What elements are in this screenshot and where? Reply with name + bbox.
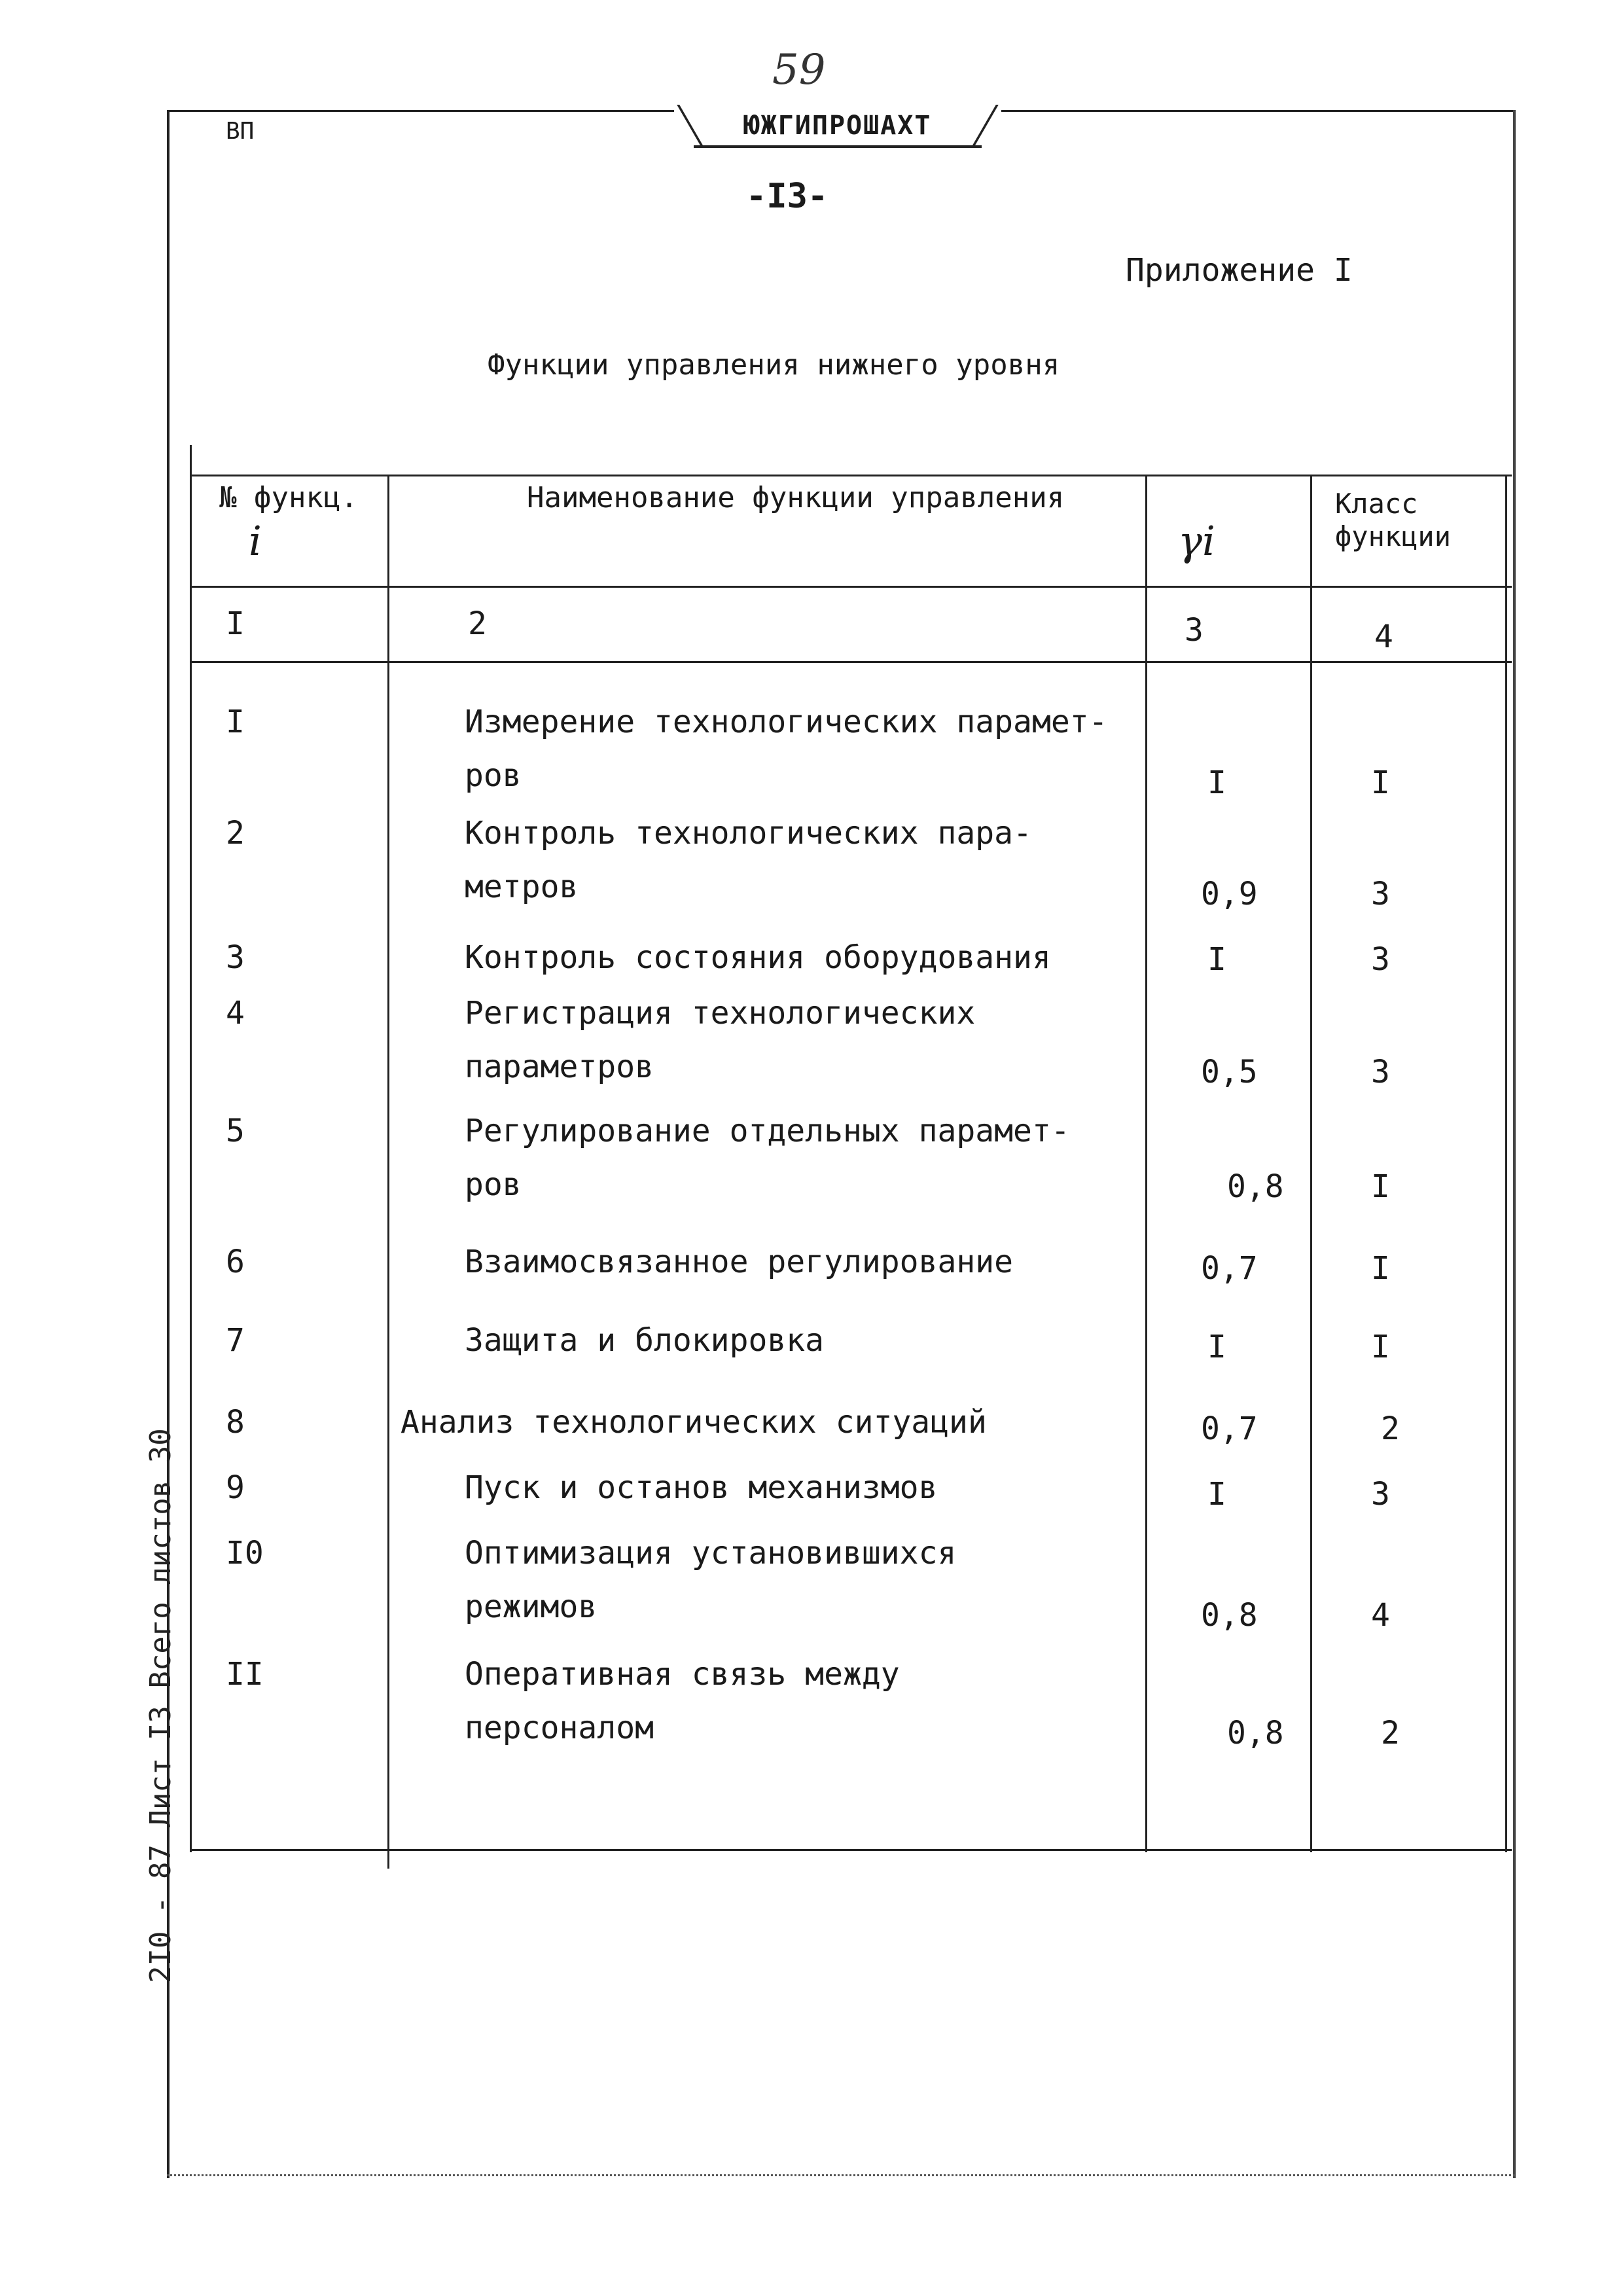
row-gamma-value: 0,8 — [1227, 1715, 1284, 1751]
row-gamma-value: I — [1207, 764, 1226, 801]
row-number: 8 — [226, 1404, 245, 1441]
col-number-3: 3 — [1185, 612, 1204, 649]
row-number: 4 — [226, 995, 245, 1031]
row-function-name: режимов — [465, 1588, 597, 1625]
row-function-name: Взаимосвязанное регулирование — [465, 1244, 1014, 1280]
row-function-name: Защита и блокировка — [465, 1322, 825, 1359]
row-gamma-value: 0,7 — [1201, 1410, 1258, 1447]
organization-stamp — [674, 105, 1001, 147]
col1-divider — [387, 475, 389, 1869]
row-function-name: Оперативная связь между — [465, 1656, 900, 1693]
row-number: 5 — [226, 1113, 245, 1149]
col2-divider — [1145, 475, 1147, 1852]
row-class-value: 3 — [1371, 1054, 1390, 1090]
row-gamma-value: 0,5 — [1201, 1054, 1258, 1090]
row-number: 9 — [226, 1469, 245, 1506]
row-function-name: Оптимизация установившихся — [465, 1535, 957, 1571]
row-class-value: 2 — [1381, 1715, 1400, 1751]
col-number-2: 2 — [468, 605, 487, 642]
row-function-name: ров — [465, 757, 522, 794]
table-left-line — [190, 445, 192, 1852]
row-function-name: метров — [465, 869, 579, 905]
table-right-line — [1505, 475, 1507, 1852]
row-number: 3 — [226, 939, 245, 976]
row-class-value: I — [1371, 764, 1390, 801]
row-class-value: 3 — [1371, 1476, 1390, 1513]
row-class-value: 3 — [1371, 876, 1390, 912]
header-function-name: Наименование функции управления — [527, 481, 1065, 514]
row-gamma-value: 0,7 — [1201, 1250, 1258, 1287]
header-function-number: № функц. — [219, 481, 358, 514]
row-class-value: 2 — [1381, 1410, 1400, 1447]
sheet-number: -I3- — [746, 177, 829, 216]
row-function-name: Измерение технологических парамет- — [465, 704, 1108, 740]
row-number: I0 — [226, 1535, 264, 1571]
row-gamma-value: 0,9 — [1201, 876, 1258, 912]
col-number-4: 4 — [1374, 619, 1393, 655]
row-gamma-value: I — [1207, 1476, 1226, 1513]
corner-mark: ВП — [226, 118, 255, 145]
row-function-name: Пуск и останов механизмов — [465, 1469, 938, 1506]
row-number: 7 — [226, 1322, 245, 1359]
stamp-underline — [694, 145, 982, 148]
row-number: 6 — [226, 1244, 245, 1280]
row-function-name: Контроль технологических пара- — [465, 815, 1032, 852]
header-class-line1: Класс — [1335, 488, 1418, 520]
row-gamma-value: I — [1207, 941, 1226, 978]
row-class-value: I — [1371, 1250, 1390, 1287]
stamp-text: ЮЖГИПРОШАХТ — [743, 111, 932, 141]
row-function-name: Регулирование отдельных парамет- — [465, 1113, 1070, 1149]
row-class-value: I — [1371, 1168, 1390, 1205]
row-function-name: параметров — [465, 1049, 654, 1085]
row-class-value: 4 — [1371, 1597, 1390, 1634]
row-number: 2 — [226, 815, 245, 852]
side-margin-note: 2I0 - 87 Лист I3 Всего листов 30 — [144, 1428, 177, 1983]
row-class-value: I — [1371, 1329, 1390, 1365]
row-class-value: 3 — [1371, 941, 1390, 978]
row-number: I — [226, 704, 245, 740]
handwritten-page-number: 59 — [772, 46, 826, 94]
row-gamma-value: I — [1207, 1329, 1226, 1365]
header-gamma-variable: γi — [1178, 517, 1215, 565]
row-gamma-value: 0,8 — [1201, 1597, 1258, 1634]
col3-divider — [1310, 475, 1312, 1852]
header-class-line2: функции — [1335, 520, 1452, 552]
row-function-name: Контроль состояния оборудования — [465, 939, 1051, 976]
row-function-name: Регистрация технологических — [465, 995, 976, 1031]
frame-right-border — [1513, 110, 1516, 2178]
header-index-variable: i — [249, 517, 262, 565]
page-title: Функции управления нижнего уровня — [488, 348, 1060, 382]
col-number-1: I — [226, 605, 245, 642]
row-function-name: персоналом — [465, 1710, 654, 1746]
frame-bottom-border — [167, 2174, 1515, 2178]
row-function-name: ров — [465, 1166, 522, 1203]
row-number: II — [226, 1656, 264, 1693]
row-function-name: Анализ технологических ситуаций — [401, 1404, 987, 1441]
row-gamma-value: 0,8 — [1227, 1168, 1284, 1205]
appendix-label: Приложение I — [1126, 252, 1353, 289]
